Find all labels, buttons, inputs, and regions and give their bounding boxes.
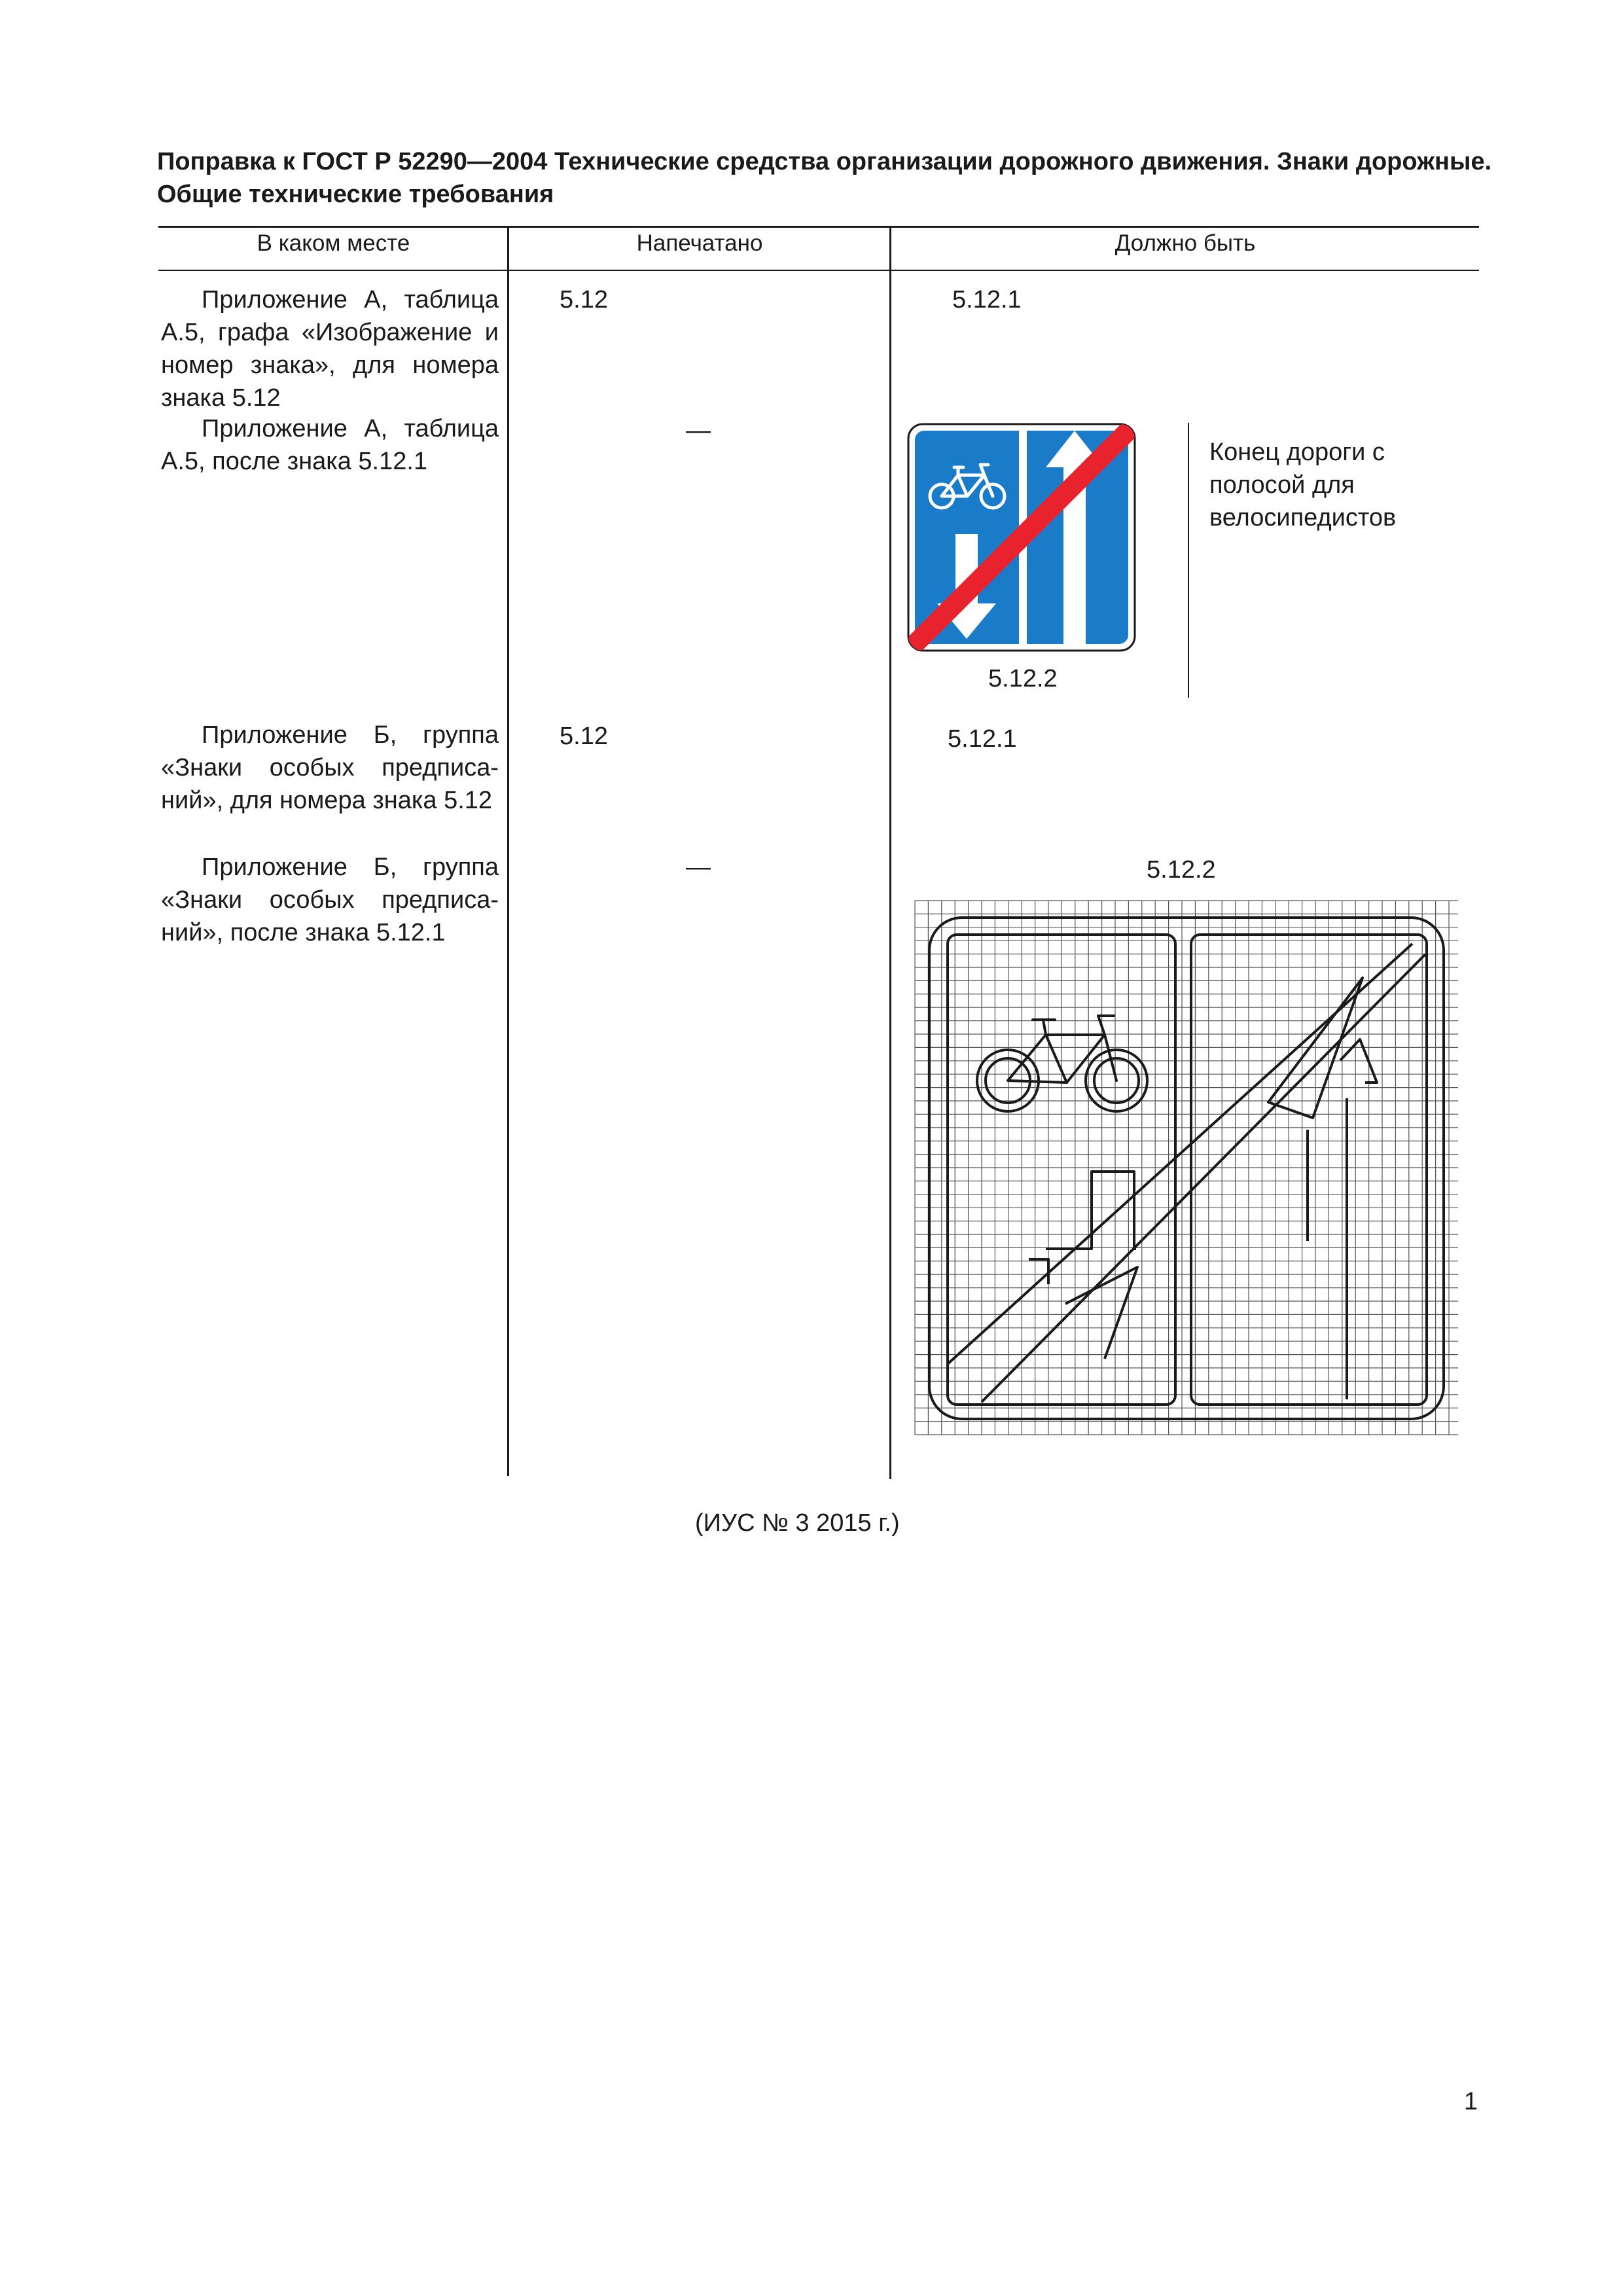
row-3-printed: 5.12 — [560, 723, 608, 750]
row-1-printed: 5.12 — [560, 286, 608, 314]
column-header-printed: Напечатано — [636, 230, 763, 256]
page-number: 1 — [1463, 2088, 1478, 2115]
column-header-where: В каком месте — [257, 230, 410, 256]
table-top-rule — [158, 226, 1479, 228]
road-sign-5-12-2-grid-drawing — [915, 901, 1458, 1435]
table-header-rule — [158, 270, 1479, 271]
row-1-where: Приложение А, таблица А.5, графа «Изображение и номер знака», для номера знака 5.12 — [161, 286, 499, 412]
bicycle-icon — [977, 1016, 1147, 1111]
row-4-printed: — — [686, 853, 711, 881]
row-3-where: Приложение Б, группа «Знаки особых предписа-ний», для номера знака 5.12 — [161, 721, 499, 814]
column-header-should-be: Должно быть — [1115, 230, 1256, 256]
sign-number-colored: 5.12.2 — [988, 665, 1058, 692]
sign-number-grid: 5.12.2 — [1147, 856, 1216, 884]
column-divider-1 — [507, 226, 509, 1476]
sign-caption: Конец дороги с полосой для велосипедистов — [1209, 439, 1397, 531]
caption-divider — [1188, 423, 1189, 698]
row-2-where: Приложение А, таблица А.5, после знака 5.12.1 — [161, 415, 499, 475]
row-3-should-be: 5.12.1 — [948, 725, 1017, 753]
document-title: Поправка к ГОСТ Р 52290—2004 Технические средства организации дорожного движения. Знаки дорожные. Общие технические требования — [157, 148, 1492, 208]
road-sign-5-12-2-color — [907, 423, 1136, 652]
row-2-printed: — — [686, 417, 711, 444]
row-4-where: Приложение Б, группа «Знаки особых предписа-ний», после знака 5.12.1 — [161, 853, 499, 946]
row-1-should-be: 5.12.1 — [952, 286, 1022, 314]
footer-note: (ИУС № 3 2015 г.) — [695, 1509, 900, 1537]
column-divider-2 — [889, 226, 891, 1479]
